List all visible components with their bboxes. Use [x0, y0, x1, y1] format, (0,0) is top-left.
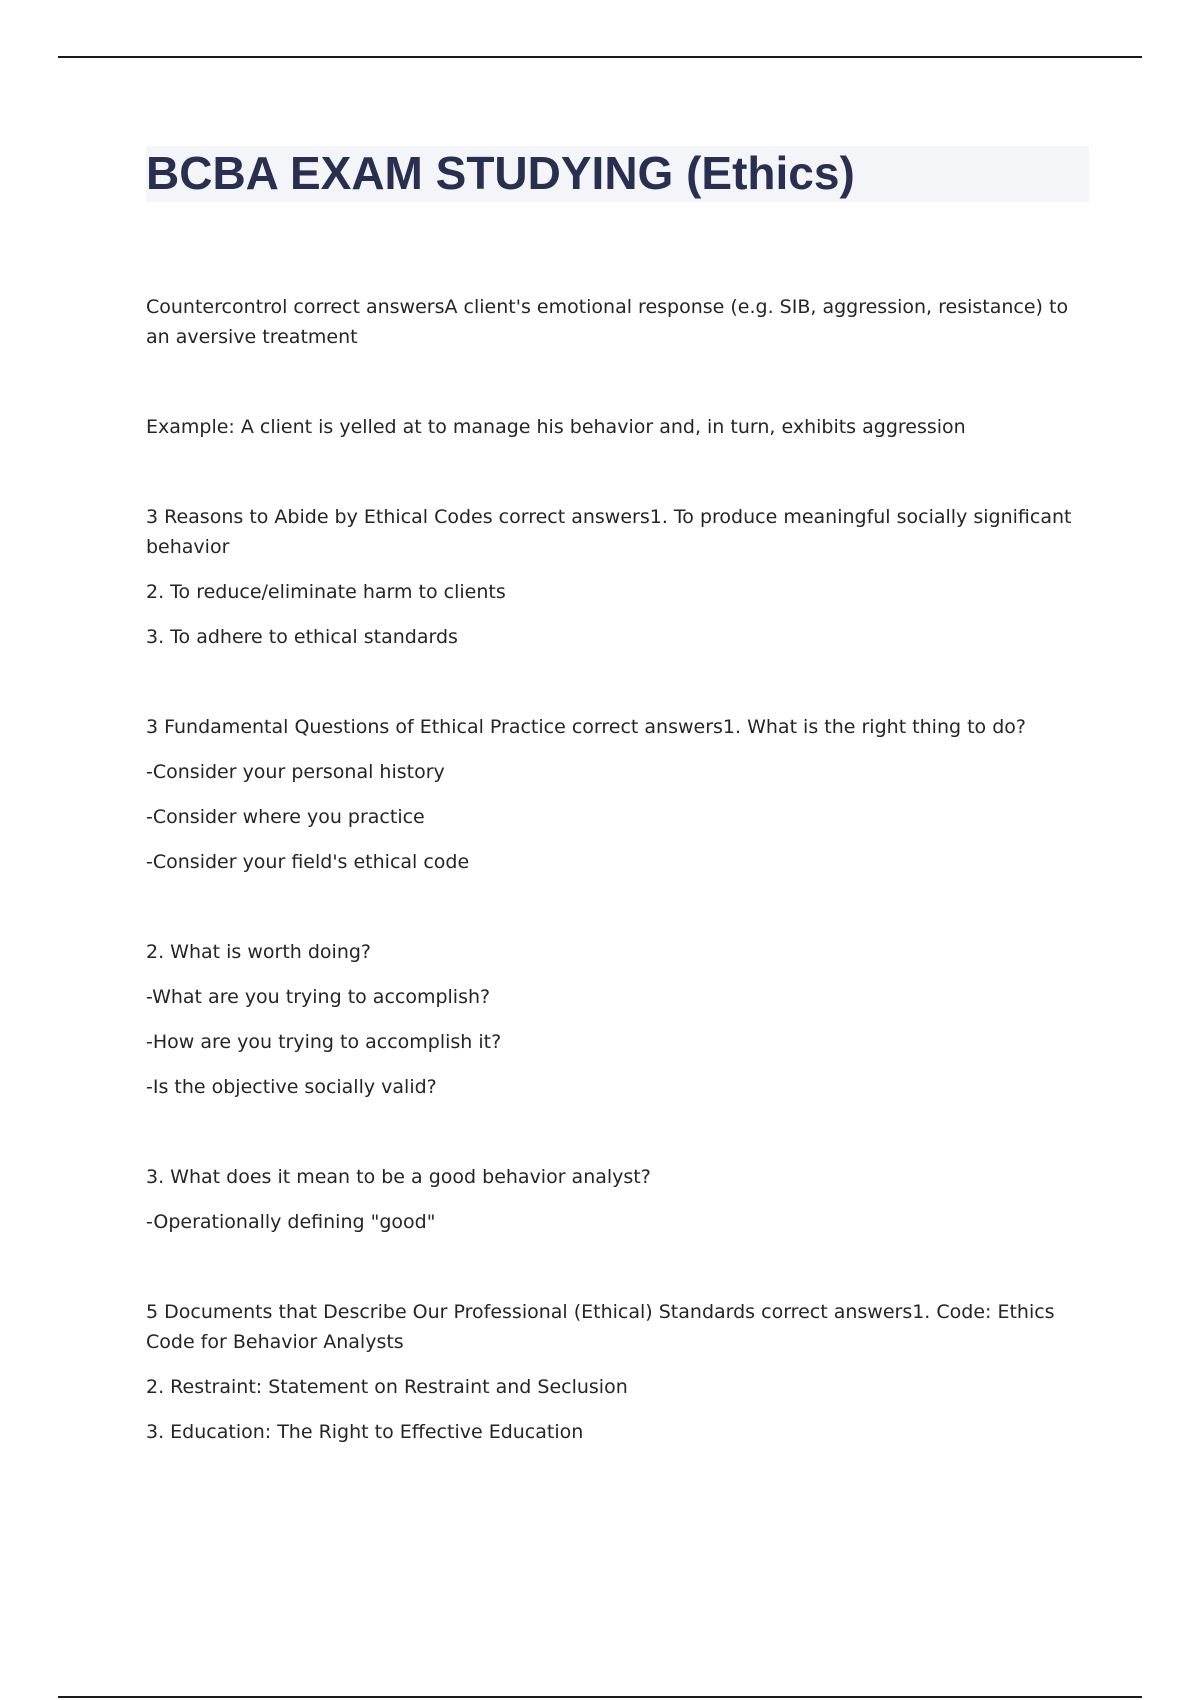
card-text: 3 Fundamental Questions of Ethical Practice correct answers1. What is the right thing to do?	[146, 716, 1026, 738]
card-text: 2. To reduce/eliminate harm to clients	[146, 581, 506, 603]
card-fundamental-questions	[146, 712, 1096, 877]
card-text: 3 Reasons to Abide by Ethical Codes correct answers1. To produce meaningful socially significant behavior	[146, 506, 1072, 558]
card-countercontrol	[146, 292, 1096, 352]
document-body	[146, 292, 1096, 1447]
card-text: 5 Documents that Describe Our Professional (Ethical) Standards correct answers1. Code: Ethics Code for Behavior Analysts	[146, 1301, 1055, 1353]
card-text: -Consider where you practice	[146, 806, 425, 828]
card-text: -Consider your field's ethical code	[146, 851, 470, 873]
card-text: 3. What does it mean to be a good behavior analyst?	[146, 1166, 651, 1188]
card-text: -How are you trying to accomplish it?	[146, 1031, 502, 1053]
card-text: -Operationally defining "good"	[146, 1211, 436, 1233]
card-text: -What are you trying to accomplish?	[146, 986, 491, 1008]
document-title: BCBA EXAM STUDYING (Ethics)	[146, 147, 855, 199]
card-worth-doing	[146, 937, 1096, 1102]
card-text: 2. Restraint: Statement on Restraint and Seclusion	[146, 1376, 628, 1398]
card-reasons-ethical-codes	[146, 502, 1096, 652]
card-text: -Is the objective socially valid?	[146, 1076, 437, 1098]
card-countercontrol-example	[146, 412, 1096, 442]
card-text: Example: A client is yelled at to manage his behavior and, in turn, exhibits aggression	[146, 416, 966, 438]
card-text: -Consider your personal history	[146, 761, 445, 783]
footer-rule	[58, 1696, 1142, 1698]
card-good-behavior-analyst	[146, 1162, 1096, 1237]
card-text: 2. What is worth doing?	[146, 941, 372, 963]
card-text: 3. Education: The Right to Effective Education	[146, 1421, 584, 1443]
header-rule	[58, 56, 1142, 58]
card-text: 3. To adhere to ethical standards	[146, 626, 458, 648]
card-text: Countercontrol correct answersA client's emotional response (e.g. SIB, aggression, resistance) to an aversive treatment	[146, 296, 1069, 348]
card-professional-documents	[146, 1297, 1096, 1447]
